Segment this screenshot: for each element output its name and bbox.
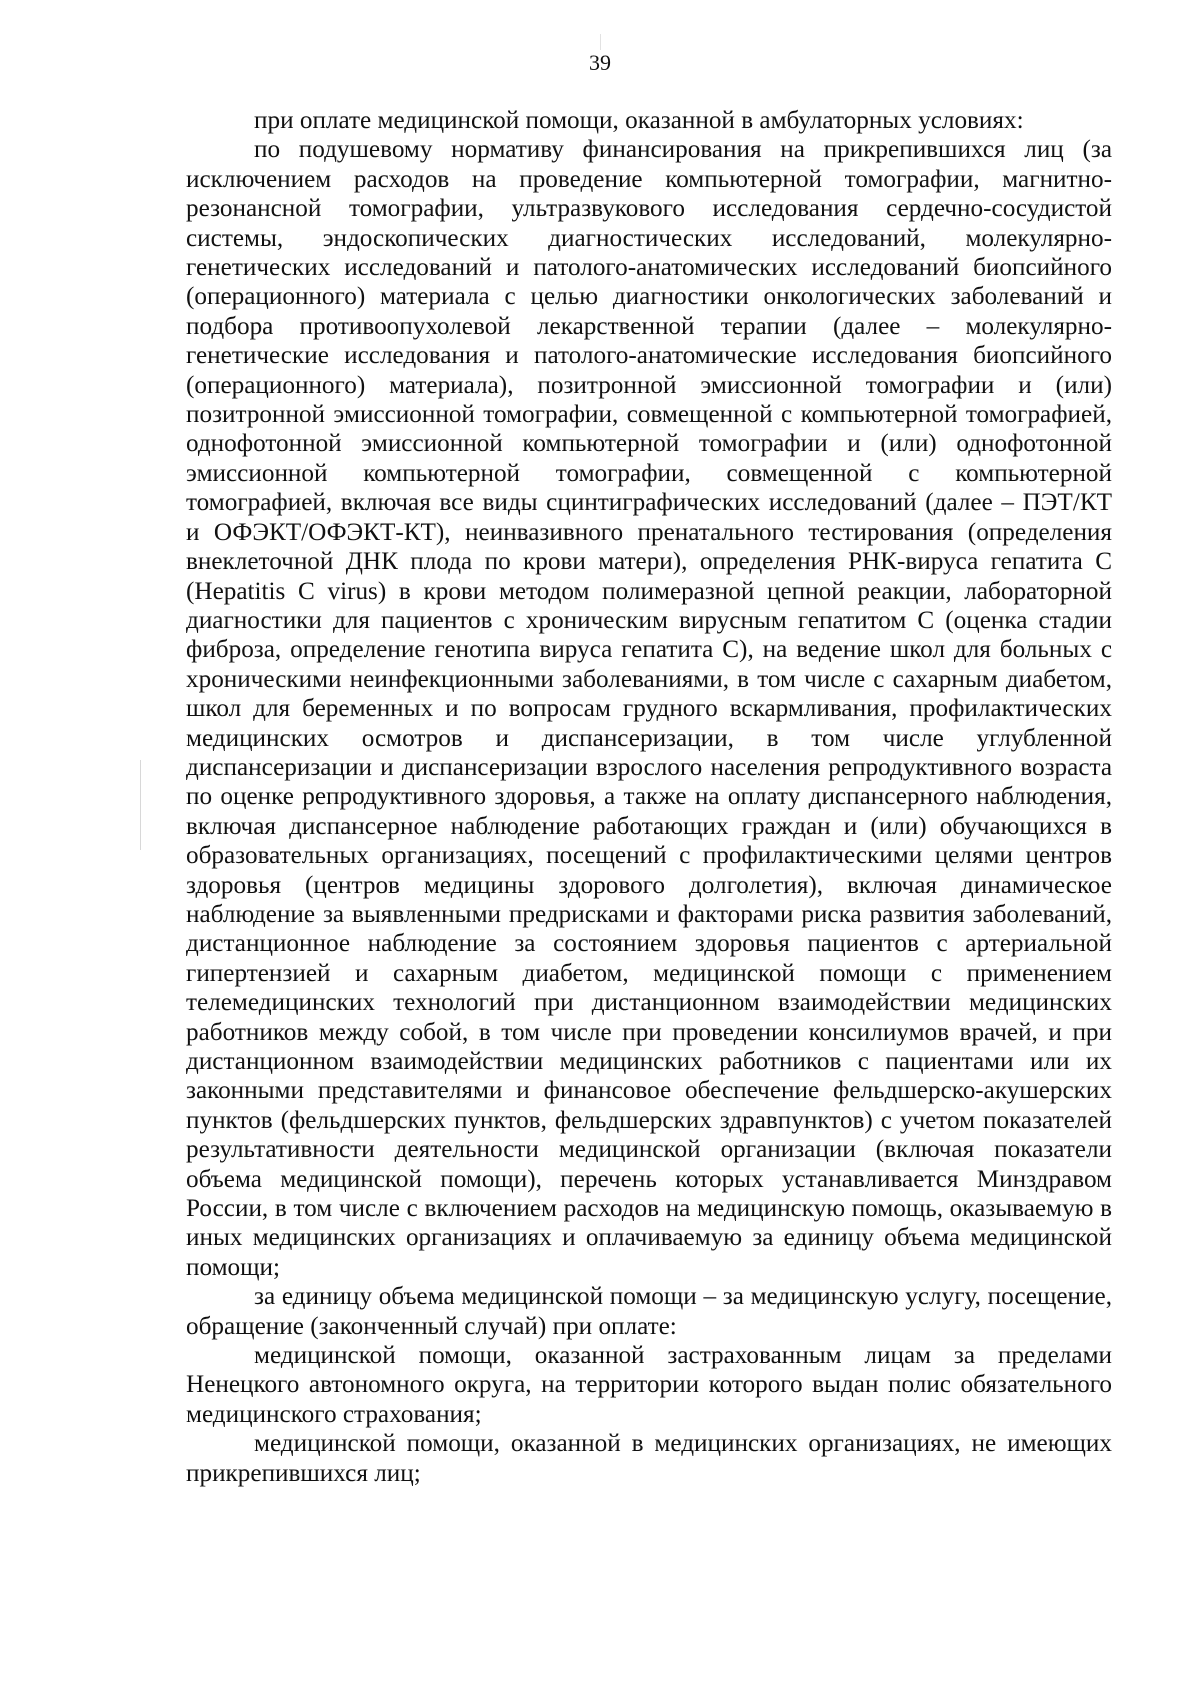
document-body <box>186 106 1112 1488</box>
paragraph-ambulatory-intro: при оплате медицинской помощи, оказанной в амбулаторных условиях: <box>254 107 1024 134</box>
paragraph-no-attached-persons: медицинской помощи, оказанной в медицинских организациях, не имеющих прикрепившихся лиц; <box>186 1430 1112 1487</box>
paragraph-outside-region: медицинской помощи, оказанной застрахованным лицам за пределами Ненецкого автономного округа, на территории которого выдан полис обязательного медицинского страхования; <box>186 1342 1112 1428</box>
paragraph-unit-of-volume: за единицу объема медицинской помощи – за медицинскую услугу, посещение, обращение (законченный случай) при оплате: <box>186 1283 1112 1340</box>
paragraph-per-capita-normative: по подушевому нормативу финансирования на прикрепившихся лиц (за исключением расходов на проведение компьютерной томографии, магнитно-резонансной томографии, ультразвукового исследования сердечно-сосудистой системы, эндоскопических диагностических исследований, молекулярно-генетических исследований и патолого-анатомических исследований биопсийного (операционного) материала с целью диагностики онкологических заболеваний и подбора противоопухолевой лекарственной терапии (далее – молекулярно-генетические исследования и патолого-анатомические исследования биопсийного (операционного) материала), позитронной эмиссионной томографии и (или) позитронной эмиссионной томографии, совмещенной с компьютерной томографией, однофотонной эмиссионной компьютерной томографии и (или) однофотонной эмиссионной компьютерной томографии, совмещенной с компьютерной томографией, включая все виды сцинтиграфических исследований (далее – ПЭТ/КТ и ОФЭКТ/ОФЭКТ-КТ), неинвазивного пренатального тестирования (определения внеклеточной ДНК плода по крови матери), определения РНК-вируса гепатита С (Hepatitis C virus) в крови методом полимеразной цепной реакции, лабораторной диагностики для пациентов с хроническим вирусным гепатитом С (оценка стадии фиброза, определение генотипа вируса гепатита С), на ведение школ для больных с хроническими неинфекционными заболеваниями, в том числе с сахарным диабетом, школ для беременных и по вопросам грудного вскармливания, профилактических медицинских осмотров и диспансеризации, в том числе углубленной диспансеризации и диспансеризации взрослого населения репродуктивного возраста по оценке репродуктивного здоровья, а также на оплату диспансерного наблюдения, включая диспансерное наблюдение работающих граждан и (или) обучающихся в образовательных организациях, посещений с профилактическими целями центров здоровья (центров медицины здорового долголетия), включая динамическое наблюдение за выявленными предрисками и факторами риска развития заболеваний, дистанционное наблюдение за состоянием здоровья пациентов с артериальной гипертензией и сахарным диабетом, медицинской помощи с применением телемедицинских технологий при дистанционном взаимодействии медицинских работников между собой, в том числе при проведении консилиумов врачей, и при дистанционном взаимодействии медицинских работников с пациентами или их законными представителями и финансовое обеспечение фельдшерско-акушерских пунктов (фельдшерских пунктов, фельдшерских здравпунктов) с учетом показателей результативности деятельности медицинской организации (включая показатели объема медицинской помощи), перечень которых устанавливается Минздравом России, в том числе с включением расходов на медицинскую помощь, оказываемую в иных медицинских организациях и оплачиваемую за единицу объема медицинской помощи; <box>186 136 1112 1281</box>
scan-artifact-top <box>600 34 601 50</box>
page-number: 39 <box>589 50 611 75</box>
scan-artifact-margin <box>140 760 141 850</box>
